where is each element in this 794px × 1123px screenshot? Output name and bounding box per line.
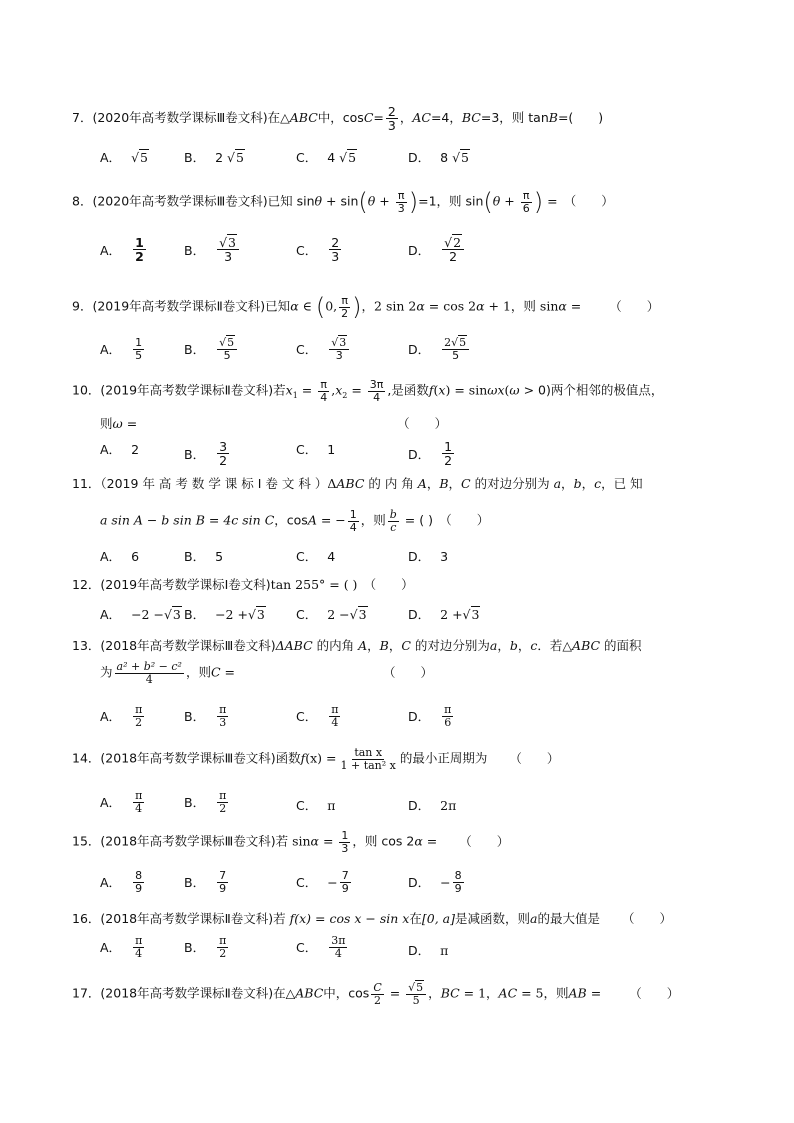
option-a[interactable]: A． 6 — [100, 548, 140, 564]
option-d[interactable]: D． $\frac{√2}{2}$ — [408, 236, 466, 263]
question-source: （2019 年 高 考 数 学 课 标 Ⅰ 卷 文 科 ） — [100, 476, 328, 491]
sqrt: √5 — [227, 149, 244, 165]
option-a[interactable]: A． $\frac{\pi}{2}$ — [100, 703, 143, 729]
question-7: 7．(2020年高考数学课标Ⅲ卷文科)在△ABC中，cosC= $\frac{2}{3}$ ，AC=4，BC=3，则 tanB=( ) — [72, 104, 604, 134]
sqrt: √5 — [452, 149, 469, 165]
option-d[interactable]: D． 8 √5 — [408, 149, 469, 165]
option-c[interactable]: C． $\frac{3\pi}{4}$ — [296, 934, 346, 960]
option-a[interactable]: A． $\frac{8}{9}$ — [100, 869, 143, 895]
option-d[interactable]: D． 3 — [408, 548, 449, 564]
option-d[interactable]: D． $\frac{1}{2}$ — [408, 439, 453, 469]
question-11: 11．（2019 年 高 考 数 学 课 标 Ⅰ 卷 文 科 ）ΔABC 的 内 角 A，B，C 的对边分别为 a，b，c，已 知 — [72, 476, 643, 491]
answer-blank: （ ） — [609, 298, 660, 314]
question-source: (2020年高考数学课标Ⅲ卷文科) — [92, 193, 268, 209]
question-number: 10． — [72, 382, 101, 398]
sqrt: √5 — [339, 149, 357, 165]
answer-blank: = （ ） — [543, 193, 614, 209]
question-source: (2019年高考数学课标Ⅱ卷文科) — [92, 298, 266, 314]
option-b[interactable]: B． $\frac{√3}{3}$ — [184, 236, 241, 263]
option-a[interactable]: A． $\frac{1}{5}$ — [100, 336, 143, 362]
option-c[interactable]: C． π — [296, 797, 336, 813]
question-17: 17．(2018年高考数学课标Ⅱ卷文科)在△ABC中，cos $\frac{C}{2}$ = $\frac{√5}{5}$ ，BC = 1，AC = 5，则AB = （ ） — [72, 981, 680, 1007]
option-a[interactable]: A． $\frac{\pi}{4}$ — [100, 934, 143, 960]
option-c[interactable]: C． 4 √5 — [296, 149, 357, 165]
question-10: 10．(2019年高考数学课标Ⅱ卷文科)若$x_1$ = $\frac{\pi}{4}$ $,x_2$ = $\frac{3\pi}{4}$ ,是函数f(x) = sinωx(ω > 0)两个相邻的极值点， — [72, 378, 664, 404]
sqrt: √5 — [131, 149, 148, 165]
question-source: (2018年高考数学课标Ⅲ卷文科) — [100, 750, 276, 766]
question-9: 9．(2019年高考数学课标Ⅱ卷文科)已知α ∈ (0, $\frac{\pi}{2}$ )，2 sin 2α = cos 2α + 1，则 sinα = （ ） — [72, 293, 660, 321]
option-b[interactable]: B． $\frac{7}{9}$ — [184, 869, 227, 895]
answer-blank: （ ） — [382, 664, 433, 680]
question-number: 15． — [72, 833, 101, 849]
question-source: (2019年高考数学课标Ⅰ卷文科) — [100, 577, 271, 592]
question-source: (2018年高考数学课标Ⅱ卷文科) — [100, 985, 274, 1001]
option-b[interactable]: B． $\frac{3}{2}$ — [184, 439, 228, 469]
question-number: 7． — [72, 110, 93, 126]
option-c[interactable]: C． $\frac{\pi}{4}$ — [296, 703, 339, 729]
question-13: 13．(2018年高考数学课标Ⅲ卷文科)ΔABC 的内角 A，B，C 的对边分别为a，b，c．若△ABC 的面积 — [72, 638, 642, 653]
question-15: 15．(2018年高考数学课标Ⅲ卷文科)若 sinα = $\frac{1}{3}$ ，则 cos 2α = （ ） — [72, 829, 510, 855]
question-8: 8．(2020年高考数学课标Ⅲ卷文科)已知 sinθ + sin(θ + $\frac{\pi}{3}$ )=1，则 sin(θ + $\frac{\pi}{6}$ ) = （ ） — [72, 188, 614, 216]
option-a[interactable]: A． $\frac{1}{2}$ — [100, 235, 144, 265]
option-d[interactable]: D． $\frac{2√5}{5}$ — [408, 337, 471, 361]
question-11-line2: a sin A − b sin B = 4c sin C，cosA = − $\frac{1}{4}$ ，则 $\frac{b}{c}$ = ( ) （ ） — [100, 508, 490, 534]
option-d[interactable]: D． − $\frac{8}{9}$ — [408, 869, 462, 895]
option-c[interactable]: C． − $\frac{7}{9}$ — [296, 869, 349, 895]
option-a[interactable]: A． √5 — [100, 149, 148, 165]
question-number: 11． — [72, 476, 101, 491]
question-source: (2020年高考数学课标Ⅲ卷文科) — [92, 110, 268, 126]
option-b[interactable]: B． 5 — [184, 548, 224, 564]
option-a[interactable]: A． $\frac{\pi}{4}$ — [100, 789, 143, 815]
question-number: 14． — [72, 750, 101, 766]
question-10-line2: 则ω = （ ） — [100, 416, 448, 431]
option-b[interactable]: B． $\frac{\pi}{2}$ — [184, 789, 227, 815]
option-d[interactable]: D． π — [408, 942, 449, 958]
answer-blank: = ( ) （ ） — [400, 512, 490, 528]
question-source: (2018年高考数学课标Ⅱ卷文科) — [100, 911, 274, 926]
answer-blank: =( ) — [557, 110, 604, 126]
question-source: (2018年高考数学课标Ⅲ卷文科) — [100, 638, 276, 653]
question-source: (2019年高考数学课标Ⅱ卷文科) — [100, 382, 274, 398]
option-c[interactable]: C． 2 − √3 — [296, 606, 367, 622]
option-c[interactable]: C． $\frac{√3}{3}$ — [296, 337, 351, 361]
question-12: 12．(2019年高考数学课标Ⅰ卷文科)tan 255° = ( ) （ ） — [72, 577, 414, 592]
question-source: (2018年高考数学课标Ⅲ卷文科) — [100, 833, 276, 849]
answer-blank: （ ） — [509, 750, 560, 766]
option-b[interactable]: B． −2 + √3 — [184, 606, 265, 622]
question-number: 12． — [72, 577, 101, 592]
option-d[interactable]: D． 2π — [408, 797, 457, 813]
option-b[interactable]: B． $\frac{\pi}{2}$ — [184, 934, 227, 960]
question-number: 13． — [72, 638, 101, 653]
question-number: 9． — [72, 298, 93, 314]
question-number: 17． — [72, 985, 101, 1001]
question-14: 14．(2018年高考数学课标Ⅲ卷文科)函数f(x) = $\frac{\text{tan x}}{\text{1 + tan² x}}$ 的最小正周期为 （ ） — [72, 746, 560, 772]
option-b[interactable]: B． $\frac{\pi}{3}$ — [184, 703, 227, 729]
question-number: 8． — [72, 193, 93, 209]
option-c[interactable]: C． 4 — [296, 548, 336, 564]
option-d[interactable]: D． $\frac{\pi}{6}$ — [408, 703, 452, 729]
option-b[interactable]: B． 2 √5 — [184, 149, 244, 165]
option-a[interactable]: A． −2 − √3 — [100, 606, 181, 622]
option-b[interactable]: B． $\frac{√5}{5}$ — [184, 337, 239, 361]
answer-blank: （ ） — [459, 833, 510, 849]
question-13-line2: 为 $\frac{\text{a² + b² − c²}}{4}$ ，则C = （ ） — [100, 660, 433, 686]
question-number: 16． — [72, 911, 101, 926]
option-a[interactable]: A． 2 — [100, 441, 140, 457]
answer-blank: （ ） — [629, 985, 680, 1001]
option-c[interactable]: C． $\frac{2}{3}$ — [296, 235, 340, 265]
answer-blank: （ ） — [621, 911, 672, 926]
option-d[interactable]: D． 2 + √3 — [408, 606, 480, 622]
option-c[interactable]: C． 1 — [296, 441, 336, 457]
fraction: $\frac{2}{3}$ — [387, 104, 396, 134]
answer-blank: （ ） — [397, 416, 448, 431]
question-16: 16．(2018年高考数学课标Ⅱ卷文科)若 f(x) = cos x − sin x在[0, a]是减函数，则a的最大值是 （ ） — [72, 911, 672, 926]
